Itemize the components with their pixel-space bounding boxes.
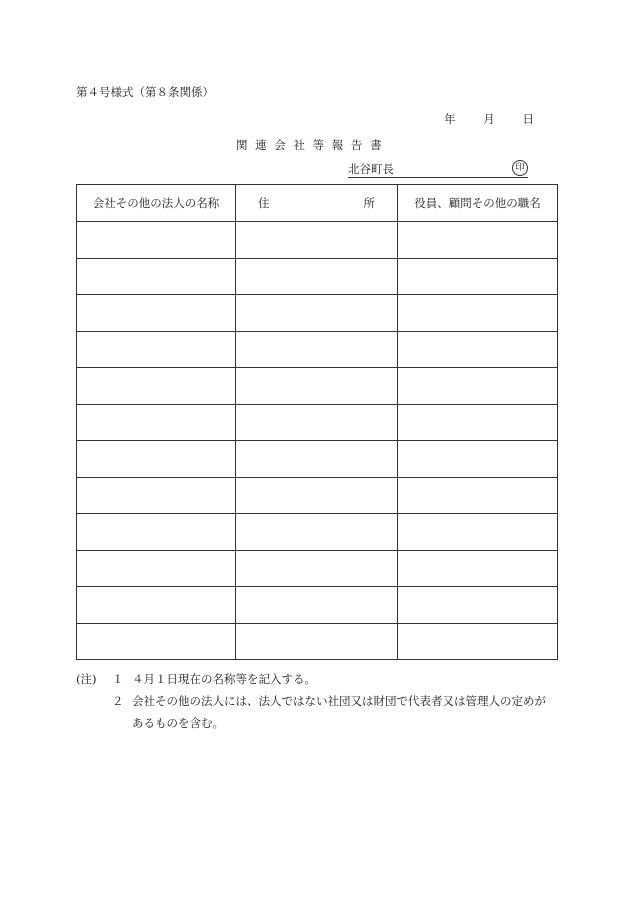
table-row [77,222,558,259]
cell-role[interactable] [398,368,558,405]
document-title: 関 連 会 社 等 報 告 書 [236,138,384,152]
table-row [77,623,558,660]
cell-role[interactable] [398,477,558,514]
cell-company-name[interactable] [77,587,236,624]
date-line [444,111,534,127]
cell-company-name[interactable] [77,222,236,259]
table-row [77,404,558,441]
note-text: ４月１日現在の名称等を記入する。 [132,672,316,686]
table-row [77,331,558,368]
note-number: ２ [112,694,124,708]
table-row [77,441,558,478]
cell-address[interactable] [236,587,398,624]
cell-address[interactable] [236,295,398,332]
addressee-name: 北谷町長 [348,162,394,176]
table-header-row [77,185,558,222]
cell-address[interactable] [236,550,398,587]
cell-address[interactable] [236,331,398,368]
notes-section [76,668,556,734]
header-address-right: 所 [363,196,375,210]
table-row [77,295,558,332]
header-address [236,185,398,222]
cell-company-name[interactable] [77,477,236,514]
cell-role[interactable] [398,441,558,478]
cell-company-name[interactable] [77,331,236,368]
cell-address[interactable] [236,623,398,660]
note-text: 会社その他の法人には、法人ではない社団又は財団で代表者又は管理人の定めがあるものを含む。 [132,694,546,730]
cell-address[interactable] [236,514,398,551]
cell-company-name[interactable] [77,441,236,478]
date-month-label: 月 [483,112,495,126]
related-company-table [76,184,558,660]
cell-role[interactable] [398,404,558,441]
table-row [77,258,558,295]
addressee-line [348,161,528,178]
cell-company-name[interactable] [77,550,236,587]
note-number: １ [112,672,124,686]
cell-address[interactable] [236,368,398,405]
cell-role[interactable] [398,623,558,660]
cell-company-name[interactable] [77,623,236,660]
cell-role[interactable] [398,222,558,259]
date-day-label: 日 [522,112,534,126]
cell-role[interactable] [398,514,558,551]
cell-company-name[interactable] [77,258,236,295]
cell-company-name[interactable] [77,368,236,405]
date-year-label: 年 [444,112,456,126]
table-row [77,587,558,624]
seal-mark: 印 [512,160,528,176]
cell-company-name[interactable] [77,514,236,551]
table-row [77,514,558,551]
table-row [77,477,558,514]
cell-address[interactable] [236,222,398,259]
cell-role[interactable] [398,587,558,624]
cell-company-name[interactable] [77,295,236,332]
cell-address[interactable] [236,258,398,295]
cell-role[interactable] [398,550,558,587]
cell-company-name[interactable] [77,404,236,441]
header-company-name: 会社その他の法人の名称 [77,185,236,222]
cell-address[interactable] [236,477,398,514]
table-row [77,550,558,587]
cell-role[interactable] [398,295,558,332]
cell-role[interactable] [398,331,558,368]
note-item [76,690,556,734]
header-address-left: 住 [258,196,270,210]
notes-prefix: (注) [76,672,97,686]
table-row [77,368,558,405]
cell-role[interactable] [398,258,558,295]
header-role: 役員、顧問その他の職名 [398,185,558,222]
form-number: 第４号様式（第８条関係） [76,85,214,99]
cell-address[interactable] [236,441,398,478]
cell-address[interactable] [236,404,398,441]
note-item [76,668,556,690]
